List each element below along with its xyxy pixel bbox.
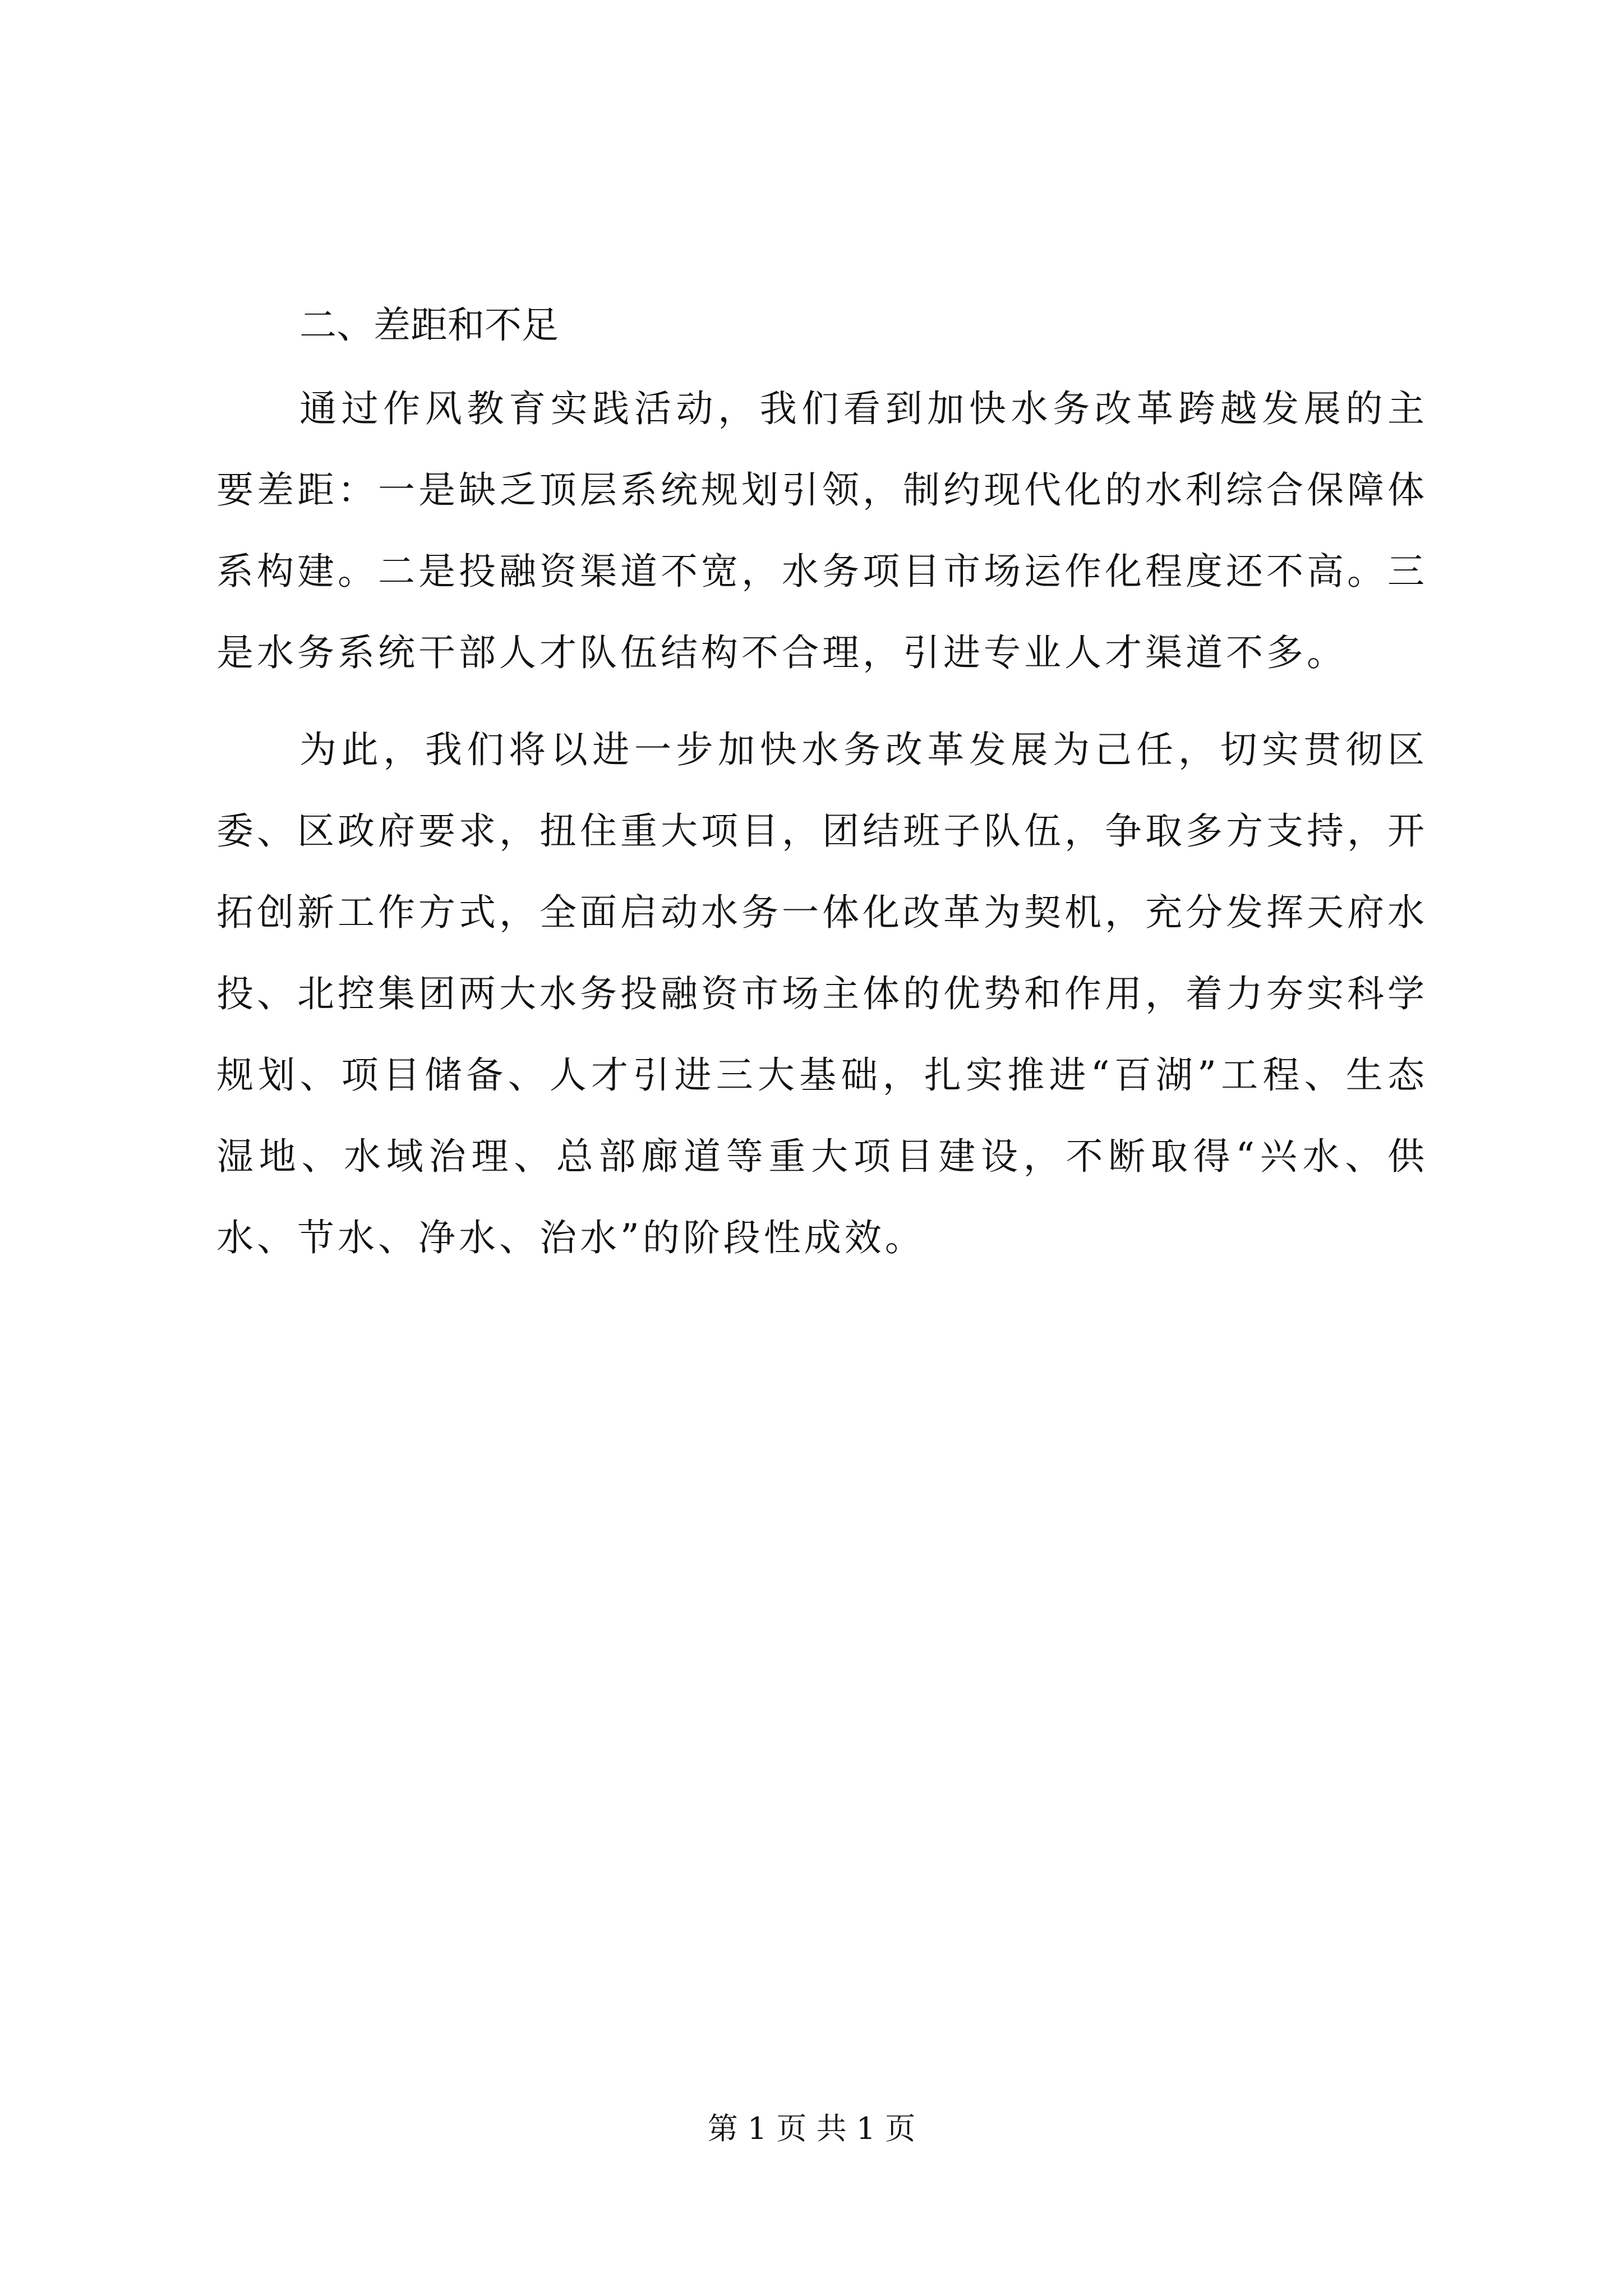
page-number-footer: 第 1 页 共 1 页	[707, 2111, 916, 2146]
document-body	[216, 292, 1428, 1294]
section-heading: 二、差距和不足	[299, 303, 559, 347]
paragraph-measures: 为此，我们将以进一步加快水务改革发展为己任，切实贯彻区委、区政府要求，扭住重大项目，团结班子队伍，争取多方支持，开拓创新工作方式，全面启动水务一体化改革为契机，充分发挥天府水投、北控集团两大水务投融资市场主体的优势和作用，着力夯实科学规划、项目储备、人才引进三大基础，扎实推进“百湖”工程、生态湿地、水域治理、总部廊道等重大项目建设，不断取得“兴水、供水、节水、净水、治水”的阶段性成效。	[216, 728, 1428, 1259]
paragraph-gaps: 通过作风教育实践活动，我们看到加快水务改革跨越发展的主要差距：一是缺乏顶层系统规划引领，制约现代化的水利综合保障体系构建。二是投融资渠道不宽，水务项目市场运作化程度还不高。三是水务系统干部人才队伍结构不合理，引进专业人才渠道不多。	[216, 387, 1428, 674]
